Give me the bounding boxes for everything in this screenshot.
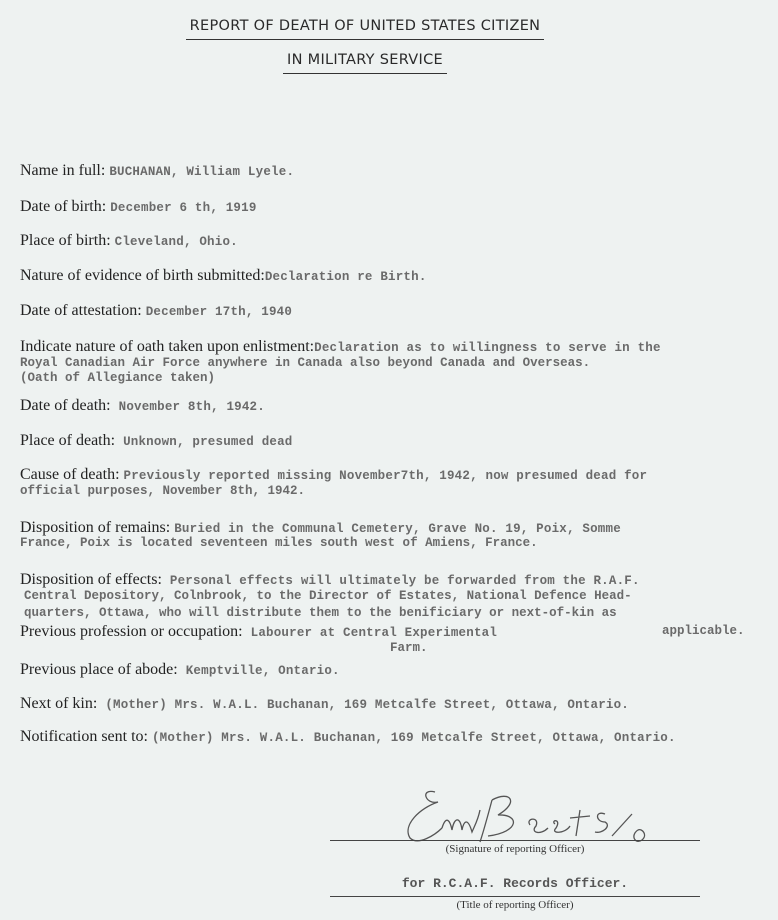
field-oath-cont-2: (Oath of Allegiance taken) [20,371,216,385]
signature-line [330,840,700,841]
field-date-of-death: Date of death: November 8th, 1942. [20,397,265,414]
field-place-of-birth: Place of birth: Cleveland, Ohio. [20,232,238,249]
field-oath-cont-1: Royal Canadian Air Force anywhere in Canada also beyond Canada and Overseas. [20,356,591,370]
field-remains-cont: France, Poix is located seventeen miles south west of Amiens, France. [20,536,538,550]
field-previous-abode: Previous place of abode: Kemptville, Ontario. [20,661,340,678]
field-place-of-death: Place of death: Unknown, presumed dead [20,432,293,449]
field-disposition-remains: Disposition of remains: Buried in the Communal Cemetery, Grave No. 19, Poix, Somme [20,519,621,536]
field-date-of-birth: Date of birth: December 6 th, 1919 [20,198,257,215]
officer-title: for R.C.A.F. Records Officer. [401,876,629,891]
field-notification: Notification sent to: (Mother) Mrs. W.A.L. Buchanan, 169 Metcalfe Street, Ottawa, Ontario. [20,728,676,745]
field-name: Name in full: BUCHANAN, William Lyele. [20,162,295,179]
report-title: REPORT OF DEATH OF UNITED STATES CITIZEN [0,18,730,34]
field-effects-cont-1: Central Depository, Colnbrook, to the Director of Estates, National Defence Head- [24,589,632,603]
signature-caption: (Signature of reporting Officer) [445,843,585,855]
field-date-of-attestation: Date of attestation: December 17th, 1940 [20,302,293,319]
field-cause-of-death: Cause of death: Previously reported missing November7th, 1942, now presumed dead for [20,466,648,483]
field-profession: Previous profession or occupation: Labourer at Central Experimental [20,623,498,640]
field-disposition-effects: Disposition of effects: Personal effects will ultimately be forwarded from the R.A.F. [20,571,640,588]
field-next-of-kin: Next of kin: (Mother) Mrs. W.A.L. Buchanan, 169 Metcalfe Street, Ottawa, Ontario. [20,695,630,712]
report-subtitle: IN MILITARY SERVICE [0,52,730,68]
field-oath: Indicate nature of oath taken upon enlistment:Declaration as to willingness to serve in the [20,338,661,355]
field-effects-trailing: applicable. [662,624,745,638]
field-effects-cont-2: quarters, Ottawa, who will distribute them to the benificiary or next-of-kin as [24,606,617,620]
title-caption: (Title of reporting Officer) [456,899,574,911]
title-line [330,896,700,897]
field-cause-cont: official purposes, November 8th, 1942. [20,484,306,498]
field-profession-cont: Farm. [390,641,428,655]
field-evidence-of-birth: Nature of evidence of birth submitted:Declaration re Birth. [20,267,427,284]
